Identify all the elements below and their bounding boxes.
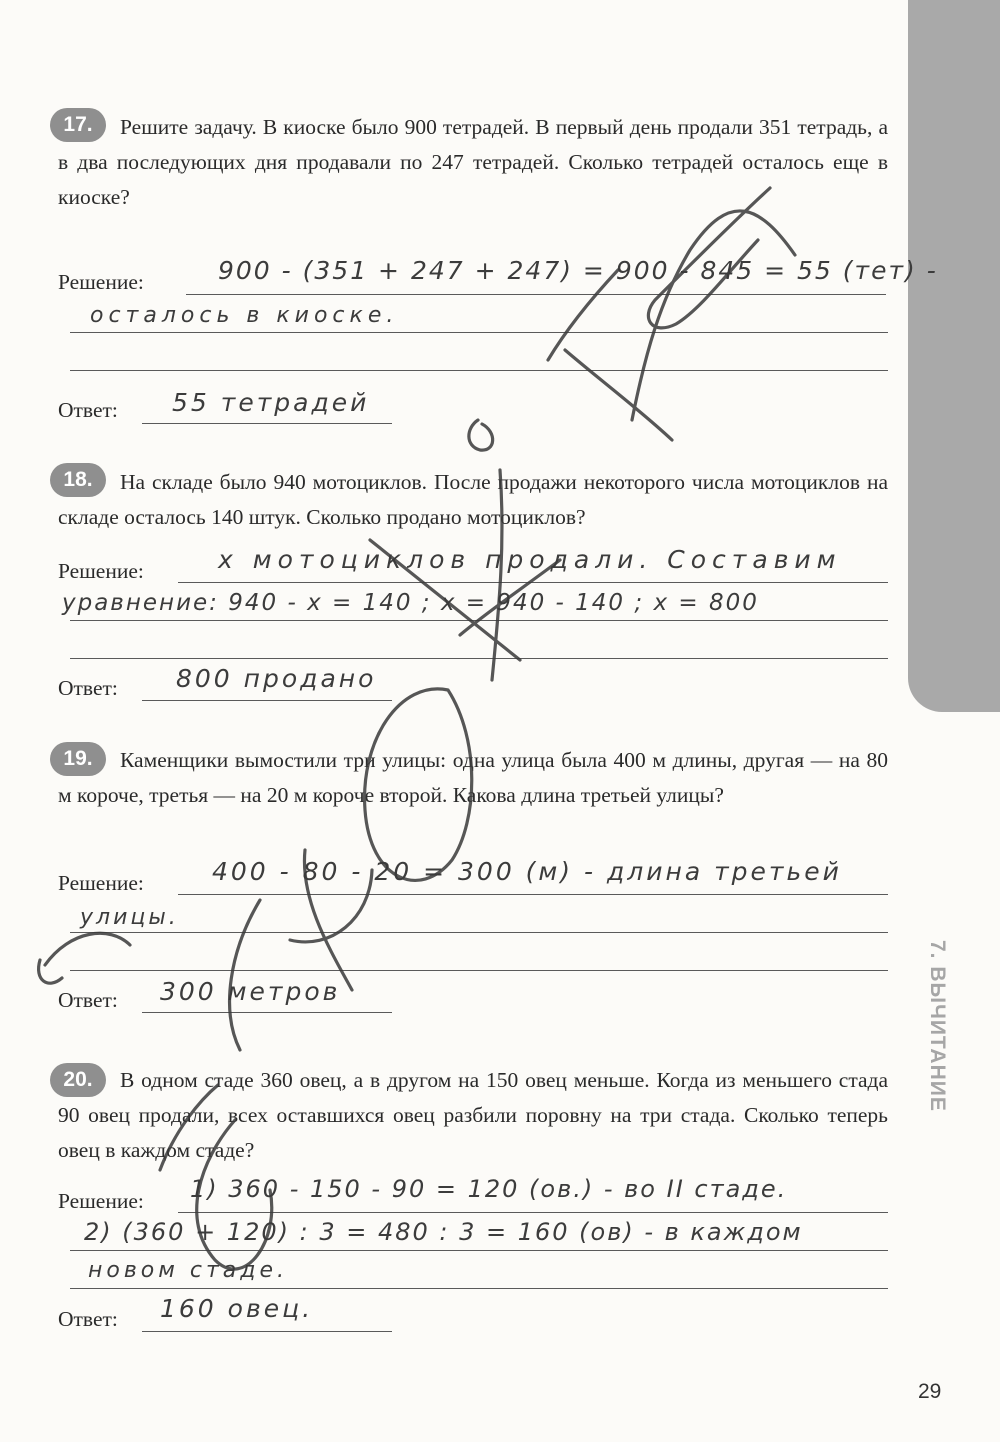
answer-line (142, 423, 392, 424)
page-number: 29 (918, 1380, 942, 1403)
chapter-side-tab (908, 0, 1000, 712)
handwritten-solution: осталось в киоске. (90, 303, 399, 328)
pen-stroke (632, 211, 795, 420)
handwritten-solution: уравнение: 940 - х = 140 ; х = 940 - 140 ; х = 800 (62, 590, 759, 616)
answer-line (70, 1250, 888, 1251)
solution-label: Решение: (58, 270, 144, 294)
handwritten-solution: 400 - 80 - 20 = 300 (м) - длина третьей (212, 857, 842, 886)
handwritten-answer: 55 тетрадей (172, 388, 370, 417)
answer-line (178, 894, 888, 895)
task-number-badge: 20. (50, 1063, 106, 1097)
answer-line (70, 658, 888, 659)
pen-stroke (45, 933, 130, 965)
answer-line (70, 620, 888, 621)
answer-line (70, 1288, 888, 1289)
chapter-label: 7. ВЫЧИТАНИЕ (926, 940, 949, 1112)
pen-stroke (39, 960, 62, 983)
handwritten-solution: 1) 360 - 150 - 90 = 120 (ов.) - во II стаде. (190, 1175, 788, 1203)
pen-stroke (565, 350, 672, 440)
answer-label: Ответ: (58, 676, 118, 700)
answer-line (142, 700, 392, 701)
task-text: В одном стаде 360 овец, а в другом на 150 овец меньше. Когда из меньшего стада 90 овец продали, всех оставшихся овец разбили поровну на три стада. Сколько теперь овец в каждом стаде? (58, 1068, 888, 1162)
handwritten-solution: новом стаде. (88, 1258, 288, 1283)
pen-stroke (230, 900, 260, 1050)
handwritten-solution: х мотоциклов продали. Составим (218, 545, 842, 574)
answer-line (70, 970, 888, 971)
pen-stroke (469, 420, 493, 450)
answer-line (70, 332, 888, 333)
solution-label: Решение: (58, 1189, 144, 1213)
answer-line (178, 582, 888, 583)
answer-line (178, 1212, 888, 1213)
handwritten-answer: 160 овец. (160, 1294, 314, 1323)
task-number-badge: 18. (50, 463, 106, 497)
solution-label: Решение: (58, 559, 144, 583)
task-number-badge: 19. (50, 742, 106, 776)
handwritten-answer: 300 метров (160, 977, 341, 1006)
answer-label: Ответ: (58, 988, 118, 1012)
answer-label: Ответ: (58, 1307, 118, 1331)
answer-line (186, 294, 886, 295)
answer-line (142, 1012, 392, 1013)
handwritten-answer: 800 продано (176, 664, 377, 693)
task-number-badge: 17. (50, 108, 106, 142)
task-text: На складе было 940 мотоциклов. После продажи некоторого числа мотоциклов на складе осталось 140 штук. Сколько продано мотоциклов? (58, 470, 888, 529)
handwritten-solution: улицы. (80, 905, 179, 930)
handwritten-solution: 900 - (351 + 247 + 247) = 900 - 845 = 55 (тет) - (218, 256, 938, 285)
answer-line (142, 1331, 392, 1332)
task-text: Решите задачу. В киоске было 900 тетрадей. В первый день продали 351 тетрадь, а в два последующих дня продавали по 247 тетрадей. Сколько тетрадей осталось еще в киоске? (58, 115, 888, 209)
answer-label: Ответ: (58, 398, 118, 422)
task-text: Каменщики вымостили три улицы: одна улица была 400 м длины, другая — на 80 м короче, третья — на 20 м короче второй. Какова длина третьей улицы? (58, 748, 888, 807)
answer-line (70, 370, 888, 371)
answer-line (70, 932, 888, 933)
handwritten-solution: 2) (360 + 120) : 3 = 480 : 3 = 160 (ов) - в каждом (84, 1218, 803, 1246)
solution-label: Решение: (58, 871, 144, 895)
